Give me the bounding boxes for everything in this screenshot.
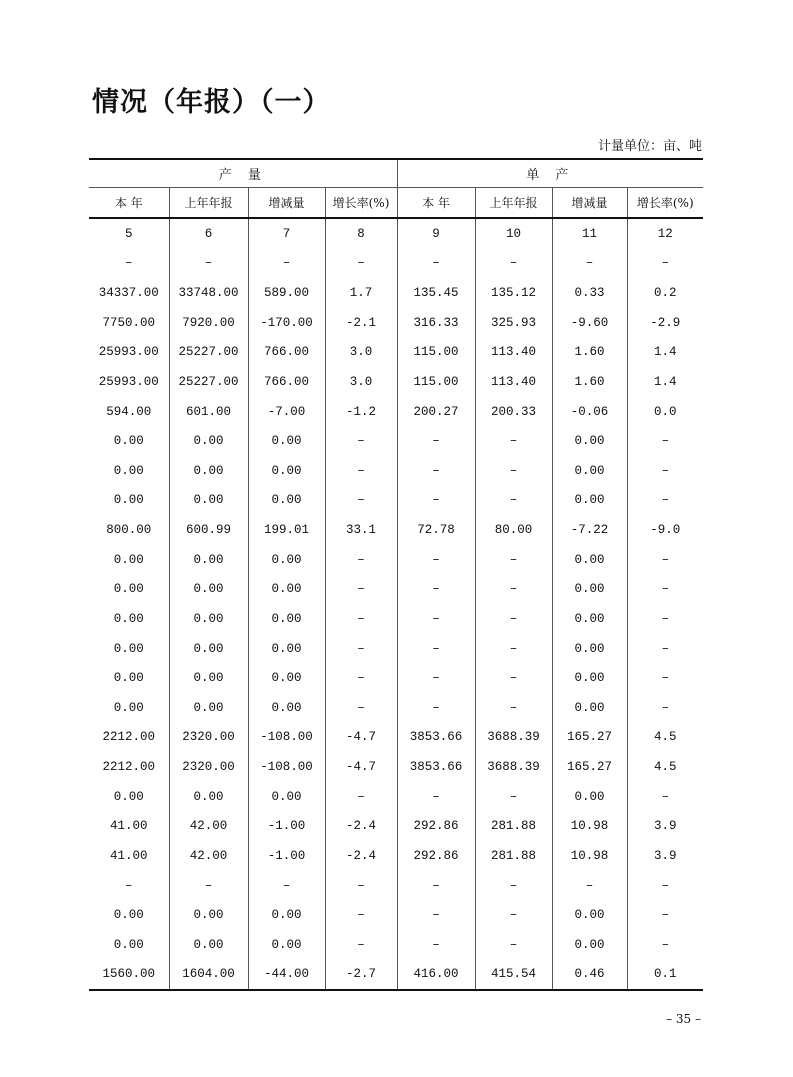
table-cell: 0.00 <box>113 434 144 449</box>
table-cell: – <box>325 634 397 664</box>
table-cell: 0.00 <box>113 700 144 715</box>
table-cell: 0.00 <box>248 486 325 516</box>
table-cell: – <box>627 575 703 605</box>
table-cell: 766.00 <box>248 367 325 397</box>
table-cell: – <box>397 900 475 930</box>
table-cell: 2320.00 <box>169 752 248 782</box>
table-cell: 200.33 <box>475 397 552 427</box>
page-number: – 35 – <box>666 1012 701 1026</box>
table-cell: – <box>397 545 475 575</box>
table-cell: – <box>397 249 475 279</box>
table-cell: – <box>325 782 397 812</box>
table-cell: – <box>169 249 248 279</box>
table-cell: -7.22 <box>552 515 627 545</box>
table-cell: 1.7 <box>325 278 397 308</box>
table-row <box>89 841 703 871</box>
table-cell: 0.00 <box>113 552 144 567</box>
table-cell: – <box>552 871 627 901</box>
table-cell: -44.00 <box>248 960 325 991</box>
table-cell: – <box>325 930 397 960</box>
table-cell: 0.00 <box>113 908 144 923</box>
table-cell: 80.00 <box>475 515 552 545</box>
table-row <box>89 456 703 486</box>
table-row <box>89 693 703 723</box>
table-cell: 0.33 <box>552 278 627 308</box>
table-cell: 0.00 <box>169 426 248 456</box>
table-cell: 2212.00 <box>102 730 155 745</box>
table-cell: 0.00 <box>248 663 325 693</box>
table-cell: 600.99 <box>169 515 248 545</box>
table-cell: 3688.39 <box>475 752 552 782</box>
table-cell: 1.60 <box>552 367 627 397</box>
table-cell: 2212.00 <box>102 760 155 775</box>
table-cell: 12 <box>627 218 703 249</box>
table-cell: 0.00 <box>248 604 325 634</box>
table-cell: 7920.00 <box>169 308 248 338</box>
table-cell: – <box>325 426 397 456</box>
table-cell: -2.4 <box>325 812 397 842</box>
table-cell: -170.00 <box>248 308 325 338</box>
table-cell: 0.00 <box>113 671 144 686</box>
table-cell: 0.00 <box>169 545 248 575</box>
table-cell: -9.60 <box>552 308 627 338</box>
table-cell: 0.00 <box>169 456 248 486</box>
table-cell: – <box>627 249 703 279</box>
table-cell: 135.45 <box>397 278 475 308</box>
table-cell: – <box>325 693 397 723</box>
table-cell: -2.1 <box>325 308 397 338</box>
table-cell: 0.00 <box>552 604 627 634</box>
column-header: 增减量 <box>248 188 325 219</box>
table-row <box>89 900 703 930</box>
table-cell: 0.00 <box>169 663 248 693</box>
table-cell: 0.00 <box>552 782 627 812</box>
table-cell: 0.00 <box>248 693 325 723</box>
table-cell: 0.00 <box>113 641 144 656</box>
table-cell: – <box>169 871 248 901</box>
table-cell: 800.00 <box>106 523 152 538</box>
table-cell: 25993.00 <box>98 374 159 389</box>
table-cell: 292.86 <box>397 841 475 871</box>
group-header-yield: 单 产 <box>397 159 703 188</box>
table-cell: 165.27 <box>552 723 627 753</box>
table-cell: 0.0 <box>627 397 703 427</box>
table-row <box>89 249 703 279</box>
table-cell: – <box>325 575 397 605</box>
table-cell: 115.00 <box>397 367 475 397</box>
table-cell: 200.27 <box>397 397 475 427</box>
table-cell: 766.00 <box>248 338 325 368</box>
table-cell: – <box>475 634 552 664</box>
table-cell: – <box>325 663 397 693</box>
table-cell: – <box>627 871 703 901</box>
group-header-row <box>89 159 703 188</box>
table-cell: – <box>627 604 703 634</box>
table-cell: – <box>475 249 552 279</box>
table-cell: 113.40 <box>475 338 552 368</box>
table-cell: 3.0 <box>325 367 397 397</box>
table-cell: 0.00 <box>169 604 248 634</box>
column-header: 增减量 <box>552 188 627 219</box>
table-cell: 0.00 <box>552 545 627 575</box>
unit-label: 计量单位：亩、吨 <box>597 139 702 154</box>
table-row <box>89 426 703 456</box>
table-cell: 416.00 <box>397 960 475 991</box>
table-cell: – <box>397 486 475 516</box>
table-cell: 0.00 <box>552 486 627 516</box>
column-header: 上年年报 <box>475 188 552 219</box>
table-cell: 115.00 <box>397 338 475 368</box>
column-header: 增长率(%) <box>325 188 397 219</box>
table-row <box>89 752 703 782</box>
table-cell: 135.12 <box>475 278 552 308</box>
table-cell: – <box>397 575 475 605</box>
table-row <box>89 960 703 991</box>
table-cell: 11 <box>552 218 627 249</box>
table-cell: – <box>475 575 552 605</box>
table-cell: 3853.66 <box>397 723 475 753</box>
column-header: 增长率(%) <box>627 188 703 219</box>
table-cell: 0.00 <box>113 463 144 478</box>
table-cell: 0.00 <box>113 611 144 626</box>
table-cell: – <box>325 871 397 901</box>
table-cell: – <box>325 456 397 486</box>
table-cell: – <box>475 900 552 930</box>
table-cell: 2320.00 <box>169 723 248 753</box>
table-cell: 0.1 <box>627 960 703 991</box>
table-cell: – <box>627 634 703 664</box>
table-cell: 6 <box>169 218 248 249</box>
table-cell: 0.2 <box>627 278 703 308</box>
table-row <box>89 486 703 516</box>
table-cell: -4.7 <box>325 723 397 753</box>
table-row <box>89 308 703 338</box>
table-cell: 0.00 <box>248 426 325 456</box>
table-row <box>89 545 703 575</box>
table-cell: 0.00 <box>552 930 627 960</box>
table-cell: 325.93 <box>475 308 552 338</box>
table-cell: 0.00 <box>169 575 248 605</box>
table-cell: – <box>475 486 552 516</box>
table-cell: – <box>627 782 703 812</box>
table-cell: 594.00 <box>106 404 152 419</box>
table-cell: – <box>248 871 325 901</box>
table-cell: 113.40 <box>475 367 552 397</box>
table-cell: 0.00 <box>113 493 144 508</box>
table-cell: 1604.00 <box>169 960 248 991</box>
table-cell: 316.33 <box>397 308 475 338</box>
table-cell: 10.98 <box>552 841 627 871</box>
table-cell: 41.00 <box>109 819 148 834</box>
page-title: 情况（年报）（一） <box>92 87 331 118</box>
table-cell: 0.00 <box>248 575 325 605</box>
table-cell: – <box>627 900 703 930</box>
table-cell: – <box>552 249 627 279</box>
table-cell: -0.06 <box>552 397 627 427</box>
data-table <box>89 158 703 991</box>
table-cell: 42.00 <box>169 841 248 871</box>
table-cell: – <box>627 663 703 693</box>
table-cell: 1.4 <box>627 367 703 397</box>
table-cell: -108.00 <box>248 752 325 782</box>
group-header-output: 产 量 <box>89 159 397 188</box>
table-cell: 281.88 <box>475 812 552 842</box>
table-cell: – <box>627 456 703 486</box>
table-cell: – <box>124 256 133 271</box>
table-cell: 415.54 <box>475 960 552 991</box>
table-cell: – <box>124 878 133 893</box>
table-cell: 0.00 <box>248 900 325 930</box>
table-cell: 7 <box>248 218 325 249</box>
table-row <box>89 782 703 812</box>
table-row <box>89 338 703 368</box>
table-cell: 3.9 <box>627 841 703 871</box>
table-cell: 25227.00 <box>169 338 248 368</box>
table-cell: 281.88 <box>475 841 552 871</box>
table-cell: 0.00 <box>113 937 144 952</box>
table-row <box>89 367 703 397</box>
table-row <box>89 278 703 308</box>
table-cell: – <box>475 604 552 634</box>
table-cell: 9 <box>397 218 475 249</box>
table-cell: -2.9 <box>627 308 703 338</box>
table-cell: 72.78 <box>397 515 475 545</box>
table-cell: 1.4 <box>627 338 703 368</box>
table-cell: 0.00 <box>169 900 248 930</box>
table-cell: – <box>627 486 703 516</box>
table-cell: 0.00 <box>113 582 144 597</box>
table-cell: – <box>325 545 397 575</box>
column-header: 上年年报 <box>169 188 248 219</box>
table-cell: 8 <box>325 218 397 249</box>
table-row <box>89 515 703 545</box>
table-row <box>89 397 703 427</box>
table-cell: – <box>627 426 703 456</box>
table-cell: 0.00 <box>248 782 325 812</box>
table-cell: -9.0 <box>627 515 703 545</box>
table-cell: 0.00 <box>113 789 144 804</box>
table-cell: 4.5 <box>627 723 703 753</box>
table-cell: 41.00 <box>109 848 148 863</box>
table-cell: – <box>325 900 397 930</box>
table-row <box>89 604 703 634</box>
column-header-row <box>89 188 703 219</box>
table-cell: 33.1 <box>325 515 397 545</box>
table-cell: 0.00 <box>552 456 627 486</box>
table-cell: 0.00 <box>552 634 627 664</box>
table-cell: 33748.00 <box>169 278 248 308</box>
table-cell: – <box>475 693 552 723</box>
table-cell: 10.98 <box>552 812 627 842</box>
table-cell: – <box>397 663 475 693</box>
table-cell: 25227.00 <box>169 367 248 397</box>
table-cell: – <box>248 249 325 279</box>
table-cell: 0.00 <box>552 693 627 723</box>
table-cell: – <box>325 486 397 516</box>
table-row <box>89 218 703 249</box>
table-cell: – <box>475 930 552 960</box>
table-cell: 199.01 <box>248 515 325 545</box>
table-cell: -7.00 <box>248 397 325 427</box>
table-cell: – <box>397 456 475 486</box>
table-cell: 0.00 <box>552 575 627 605</box>
table-cell: – <box>325 604 397 634</box>
table-cell: -108.00 <box>248 723 325 753</box>
table-cell: – <box>325 249 397 279</box>
table-cell: 0.00 <box>169 930 248 960</box>
table-cell: – <box>627 545 703 575</box>
table-row <box>89 812 703 842</box>
table-cell: – <box>397 693 475 723</box>
table-cell: – <box>397 634 475 664</box>
table-cell: 0.00 <box>169 634 248 664</box>
table-row <box>89 723 703 753</box>
table-cell: – <box>475 782 552 812</box>
table-cell: 0.00 <box>169 693 248 723</box>
table-cell: 0.00 <box>169 486 248 516</box>
table-cell: -4.7 <box>325 752 397 782</box>
table-cell: 4.5 <box>627 752 703 782</box>
table-cell: – <box>627 693 703 723</box>
table-cell: 3688.39 <box>475 723 552 753</box>
table-row <box>89 663 703 693</box>
table-cell: – <box>475 456 552 486</box>
table-cell: -1.2 <box>325 397 397 427</box>
column-header: 本 年 <box>397 188 475 219</box>
table-cell: 10 <box>475 218 552 249</box>
table-cell: – <box>397 930 475 960</box>
table-cell: 0.00 <box>552 426 627 456</box>
table-cell: -2.7 <box>325 960 397 991</box>
table-cell: 0.46 <box>552 960 627 991</box>
table-cell: – <box>627 930 703 960</box>
table-cell: – <box>475 871 552 901</box>
table-cell: 0.00 <box>552 900 627 930</box>
table-cell: 25993.00 <box>98 345 159 360</box>
table-cell: 0.00 <box>248 634 325 664</box>
table-cell: 0.00 <box>552 663 627 693</box>
table-cell: 292.86 <box>397 812 475 842</box>
table-cell: 589.00 <box>248 278 325 308</box>
table-cell: 3853.66 <box>397 752 475 782</box>
table-row <box>89 575 703 605</box>
table-cell: – <box>397 604 475 634</box>
table-row <box>89 930 703 960</box>
table-cell: – <box>397 426 475 456</box>
table-cell: 0.00 <box>248 545 325 575</box>
table-cell: 34337.00 <box>98 286 159 301</box>
table-cell: 3.0 <box>325 338 397 368</box>
table-cell: – <box>475 426 552 456</box>
table-cell: -2.4 <box>325 841 397 871</box>
table-cell: -1.00 <box>248 841 325 871</box>
table-row <box>89 871 703 901</box>
table-cell: – <box>475 663 552 693</box>
table-row <box>89 634 703 664</box>
table-cell: – <box>397 871 475 901</box>
table-cell: 42.00 <box>169 812 248 842</box>
table-cell: 0.00 <box>248 930 325 960</box>
table-cell: 1.60 <box>552 338 627 368</box>
table-cell: -1.00 <box>248 812 325 842</box>
table-cell: 0.00 <box>248 456 325 486</box>
table-cell: – <box>397 782 475 812</box>
table-cell: 601.00 <box>169 397 248 427</box>
table-cell: 165.27 <box>552 752 627 782</box>
table-cell: 0.00 <box>169 782 248 812</box>
table-cell: – <box>475 545 552 575</box>
table-cell: 1560.00 <box>89 960 169 991</box>
column-header: 本 年 <box>89 188 169 219</box>
table-cell: 5 <box>124 226 133 241</box>
table-cell: 7750.00 <box>102 315 155 330</box>
table-cell: 3.9 <box>627 812 703 842</box>
